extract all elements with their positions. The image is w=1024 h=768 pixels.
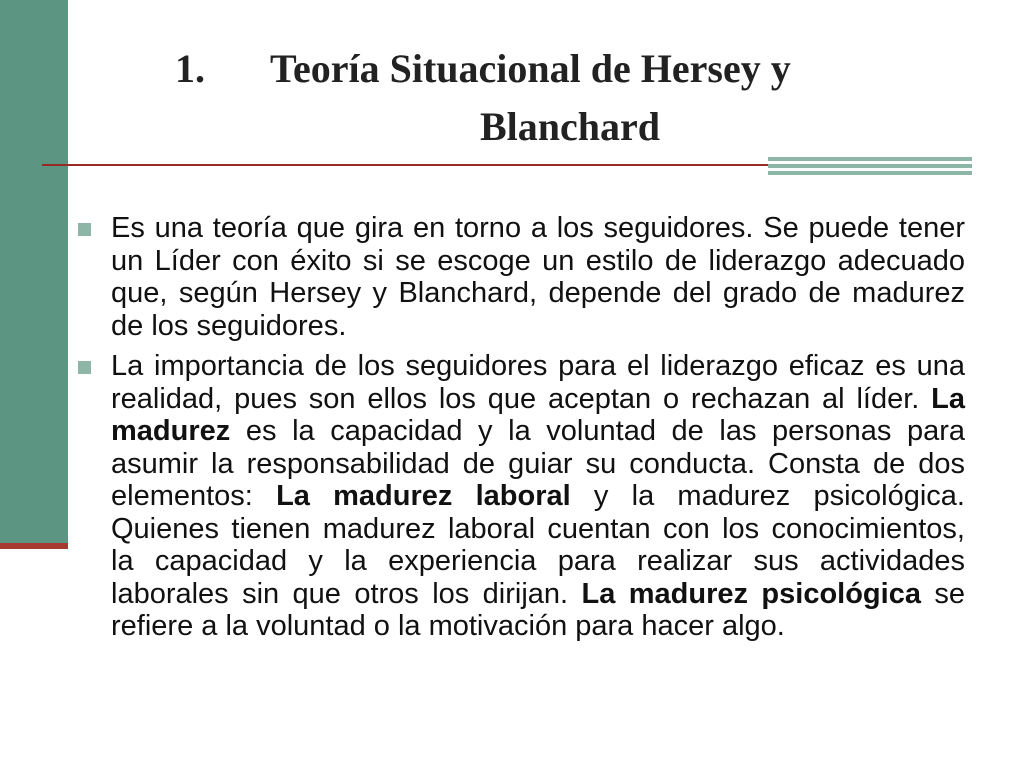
title-line-1 xyxy=(150,40,950,98)
title-number: 1. xyxy=(175,46,205,91)
bold-term: La madurez psicológica xyxy=(581,577,921,610)
bullet-text xyxy=(111,212,965,342)
text-segment: es la capacidad y la voluntad de las personas para asumir la responsabilidad de guiar su conducta. Consta de dos elementos: xyxy=(111,415,965,512)
accent-stripe xyxy=(768,171,972,175)
bullet-item xyxy=(78,212,965,342)
bold-term: La madurez xyxy=(111,382,965,447)
text-segment: y la madurez psicológica. Quienes tienen madurez laboral cuentan con los conocimientos, la capacidad y la experiencia para realizar sus actividades laborales sin que otros los dirijan. xyxy=(111,480,965,610)
bullet-text xyxy=(111,350,965,642)
title-text-line-2: Blanchard xyxy=(479,104,661,149)
left-decorative-bar xyxy=(0,0,68,546)
left-bar-red-edge xyxy=(0,543,68,549)
square-bullet-icon xyxy=(78,223,91,236)
bullet-item xyxy=(78,350,965,643)
square-bullet-icon xyxy=(78,361,91,374)
text-segment: La importancia de los seguidores para el liderazgo eficaz es una realidad, pues son ellos los que aceptan o rechazan al líder. xyxy=(111,350,965,415)
title-text-line-1: Teoría Situacional de Hersey y xyxy=(270,46,791,91)
text-segment: Es una teoría que gira en torno a los seguidores. Se puede tener un Líder con éxito si se escoge un estilo de liderazgo adecuado que, según Hersey y Blanchard, depende del grado de madurez de los seguidores. xyxy=(111,212,965,342)
accent-stripe xyxy=(768,157,972,161)
slide-title xyxy=(150,40,950,156)
bold-term: La madurez laboral xyxy=(276,480,571,512)
title-rule-accent xyxy=(768,157,972,179)
bullet-list xyxy=(78,212,965,651)
accent-stripe xyxy=(768,164,972,168)
text-segment: se refiere a la voluntad o la motivación para hacer algo. xyxy=(111,577,965,642)
